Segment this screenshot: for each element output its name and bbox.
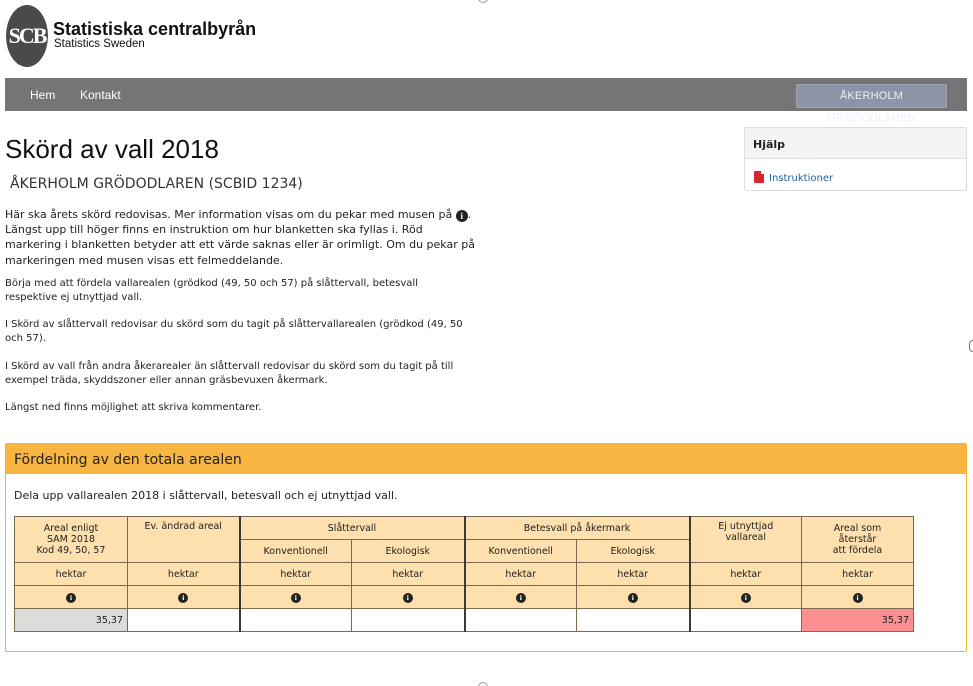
unit-label: hektar — [15, 563, 128, 586]
info-cell — [577, 586, 690, 609]
intro-text-part1: Här ska årets skörd redovisas. Mer information visas om du pekar med musen på — [5, 208, 456, 221]
unit-label: hektar — [128, 563, 240, 586]
slatter-konv-input[interactable] — [240, 609, 352, 632]
ej-utnyttjad-input[interactable] — [690, 609, 802, 632]
info-icon[interactable]: i — [291, 593, 301, 603]
scroll-indicator[interactable] — [969, 340, 973, 352]
unit-label: hektar — [690, 563, 802, 586]
remaining-area-value: 35,37 — [802, 609, 914, 632]
col-header-betes-eko: Ekologisk — [577, 540, 690, 563]
page-title: Skörd av vall 2018 — [5, 134, 219, 164]
instructions-link[interactable] — [754, 171, 833, 184]
instruction-paragraph-1: Börja med att fördela vallarealen (grödkod (49, 50 och 57) på slåttervall, betesvall respektive ej utnyttjad vall. — [5, 278, 418, 303]
col-header-ej-utnyttjad: Ej utnyttjad vallareal — [690, 517, 802, 563]
instruction-paragraph-2: I Skörd av slåttervall redovisar du skörd som du tagit på slåttervallarealen (grödkod (49, 50 och 57). — [5, 319, 463, 344]
info-icon[interactable]: i — [516, 593, 526, 603]
info-cell — [352, 586, 465, 609]
info-icon[interactable]: i — [741, 593, 751, 603]
areal-sam-value: 35,37 — [15, 609, 128, 632]
info-icon[interactable]: i — [853, 593, 863, 603]
info-cell — [465, 586, 577, 609]
info-cell — [240, 586, 352, 609]
site-header — [0, 0, 973, 77]
changed-area-input[interactable] — [128, 609, 240, 632]
intro-text — [5, 207, 480, 268]
distribution-table — [14, 516, 914, 632]
unit-label: hektar — [465, 563, 577, 586]
betes-eko-input[interactable] — [577, 609, 690, 632]
info-cell — [15, 586, 128, 609]
scb-logo[interactable]: SCB — [6, 5, 48, 67]
col-header-changed-area: Ev. ändrad areal — [128, 517, 240, 563]
nav-home-link[interactable]: Hem — [30, 88, 56, 102]
help-title: Hjälp — [745, 128, 966, 159]
col-header-slatter-konv: Konventionell — [240, 540, 352, 563]
info-cell — [690, 586, 802, 609]
col-header-areal: Areal enligt SAM 2018 Kod 49, 50, 57 — [15, 517, 128, 563]
col-header-betes-konv: Konventionell — [465, 540, 577, 563]
org-subtitle: ÅKERHOLM GRÖDODLAREN (SCBID 1234) — [10, 176, 303, 192]
info-icon: i — [456, 210, 468, 222]
unit-label: hektar — [802, 563, 914, 586]
col-header-betesvall: Betesvall på åkermark — [465, 517, 690, 540]
intro-text-part2: . Längst upp till höger finns en instruktion om hur blanketten ska fyllas i. Röd markering i blanketten betyder att ett värde saknas eller är orimligt. Om du pekar på markeringen med musen visas ett felmeddelande. — [5, 208, 475, 267]
info-icon[interactable]: i — [66, 593, 76, 603]
org-button[interactable]: ÅKERHOLM GRÖDODLAREN — [796, 84, 947, 108]
help-box — [744, 127, 967, 191]
pdf-icon — [754, 171, 764, 183]
nav-contact-link[interactable]: Kontakt — [80, 88, 121, 102]
slatter-eko-input[interactable] — [352, 609, 465, 632]
unit-label: hektar — [352, 563, 465, 586]
instruction-paragraph-4: Längst ned finns möjlighet att skriva kommentarer. — [5, 402, 262, 413]
distribution-panel — [5, 443, 967, 652]
unit-label: hektar — [577, 563, 690, 586]
bottom-edge-mark — [478, 682, 488, 686]
info-cell — [128, 586, 240, 609]
info-cell — [802, 586, 914, 609]
col-header-slatter-eko: Ekologisk — [352, 540, 465, 563]
unit-label: hektar — [240, 563, 352, 586]
brand-title: Statistiska centralbyrån — [53, 19, 257, 39]
col-header-remaining: Areal som återstår att fördela — [802, 517, 914, 563]
main-nav — [5, 78, 967, 124]
brand-subtitle: Statistics Sweden — [54, 38, 145, 50]
col-header-slattervall: Slåttervall — [240, 517, 465, 540]
panel-title: Fördelning av den totala arealen — [6, 444, 966, 474]
info-icon[interactable]: i — [178, 593, 188, 603]
info-icon[interactable]: i — [403, 593, 413, 603]
info-icon[interactable]: i — [628, 593, 638, 603]
instructions-link-label[interactable]: Instruktioner — [769, 173, 834, 184]
instruction-paragraph-3: I Skörd av vall från andra åkerarealer än slåttervall redovisar du skörd som du tagit på till exempel träda, skyddszoner eller annan gräsbevuxen åkermark. — [5, 361, 454, 386]
betes-konv-input[interactable] — [465, 609, 577, 632]
panel-description: Dela upp vallarealen 2018 i slåttervall, betesvall och ej utnyttjad vall. — [14, 489, 398, 502]
